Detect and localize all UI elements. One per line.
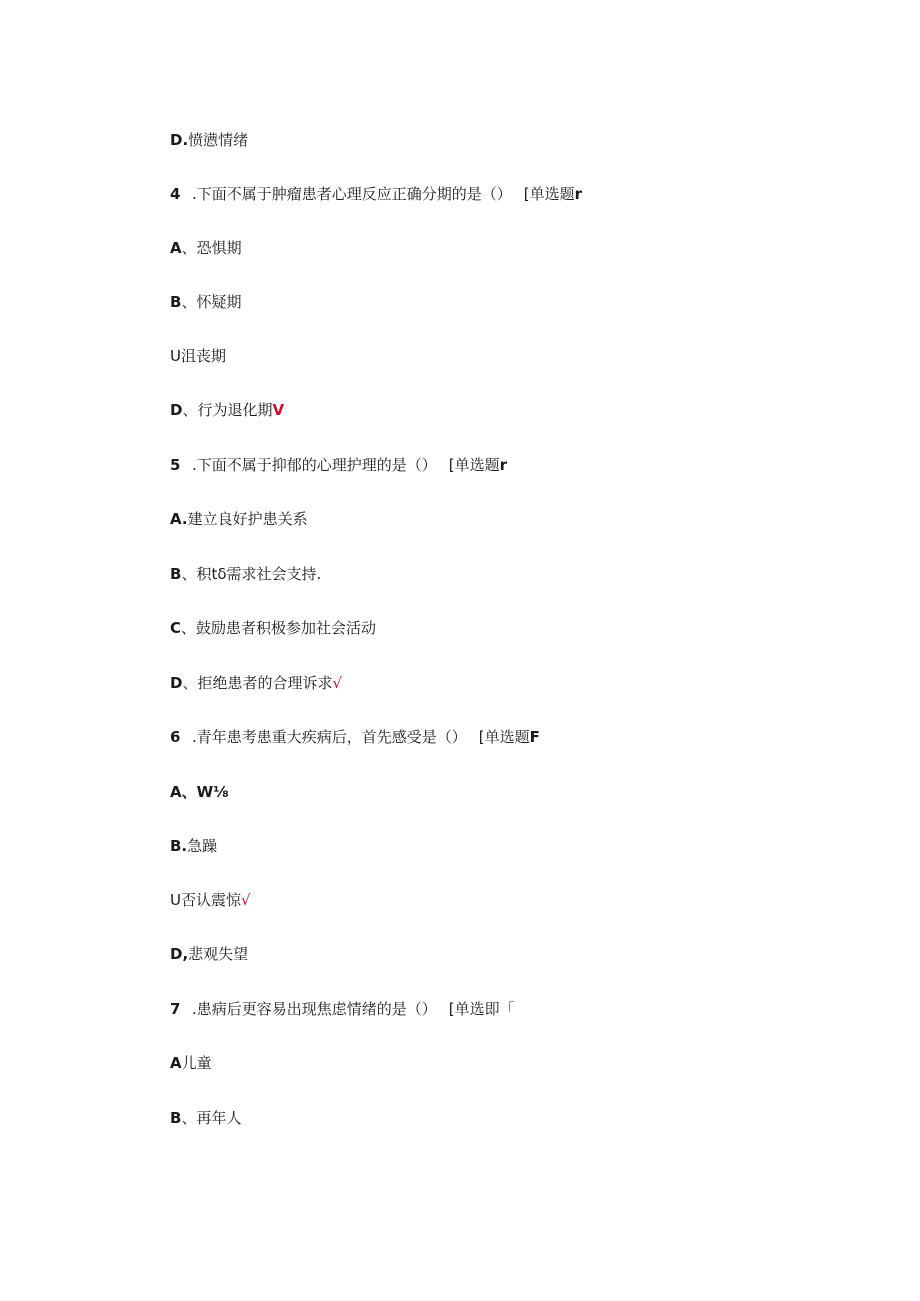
option-line <box>170 292 241 312</box>
question-type-tag <box>479 728 540 746</box>
option-letter: A <box>170 239 182 257</box>
option-line <box>170 1053 212 1073</box>
option-line <box>170 564 321 584</box>
question-line <box>170 184 582 204</box>
option-letter: A. <box>170 510 188 528</box>
option-line <box>170 346 226 366</box>
option-letter: B <box>170 565 182 583</box>
question-type-tag <box>524 185 582 203</box>
option-letter: B <box>170 293 182 311</box>
tag-end: r <box>574 185 583 203</box>
option-text: U沮丧期 <box>170 347 226 365</box>
tag-bracket: [ <box>478 728 485 746</box>
option-text: 愤懑情绪 <box>188 131 249 149</box>
question-type-tag <box>449 1000 515 1018</box>
option-line <box>170 890 251 910</box>
tag-bracket: [ <box>523 185 530 203</box>
question-text: .患病后更容易出现焦虑情绪的是（） <box>192 1000 437 1018</box>
option-text: 急躁 <box>187 837 218 855</box>
option-letter: D <box>170 674 183 692</box>
option-text: 悲观失望 <box>188 945 249 963</box>
option-text: 、积tδ需求社会支持. <box>181 565 322 583</box>
option-line <box>170 944 248 964</box>
correct-answer-mark: V <box>272 401 285 419</box>
question-type-tag <box>449 456 507 474</box>
option-letter: A <box>170 783 182 801</box>
tag-bracket: [ <box>448 1000 455 1018</box>
option-text: 、恐惧期 <box>181 239 242 257</box>
tag-end: F <box>529 728 540 746</box>
correct-answer-mark: √ <box>332 674 343 692</box>
question-text: .下面不属于抑郁的心理护理的是（） <box>192 456 437 474</box>
question-line <box>170 727 540 747</box>
option-line <box>170 400 284 420</box>
option-letter: D, <box>170 945 189 963</box>
question-line <box>170 999 515 1019</box>
option-line <box>170 509 308 529</box>
option-text: 、W⅛ <box>181 783 229 801</box>
question-number: 7 <box>170 1000 181 1018</box>
tag-text: 单选题 <box>454 456 500 474</box>
option-line <box>170 836 217 856</box>
correct-answer-mark: √ <box>240 891 251 909</box>
tag-text: 单选题 <box>529 185 575 203</box>
question-text: .青年患考患重大疾病后，首先感受是（） <box>192 728 467 746</box>
option-line <box>170 130 248 150</box>
option-line <box>170 618 376 638</box>
question-number: 4 <box>170 185 181 203</box>
option-text: 、拒绝患者的合理诉求 <box>182 674 333 692</box>
tag-text: 单选题 <box>484 728 530 746</box>
option-text: 、再年人 <box>181 1109 242 1127</box>
option-letter: C <box>170 619 182 637</box>
tag-end: r <box>499 456 508 474</box>
option-line <box>170 673 342 693</box>
tag-end: 「 <box>499 1000 515 1018</box>
tag-bracket: [ <box>448 456 455 474</box>
question-number: 6 <box>170 728 181 746</box>
question-number: 5 <box>170 456 181 474</box>
option-letter: A <box>170 1054 182 1072</box>
question-text: .下面不属于肿瘤患者心理反应正确分期的是（） <box>192 185 512 203</box>
option-text: U否认震惊 <box>170 891 241 909</box>
option-letter: D. <box>170 131 189 149</box>
option-line <box>170 1108 241 1128</box>
option-text: 建立良好护患关系 <box>187 510 308 528</box>
option-line <box>170 238 242 258</box>
option-text: 、怀疑期 <box>181 293 242 311</box>
question-line <box>170 455 507 475</box>
option-text: 、鼓励患者积极参加社会活动 <box>181 619 377 637</box>
tag-text: 单选即 <box>454 1000 500 1018</box>
option-letter: D <box>170 401 183 419</box>
option-letter: B <box>170 1109 182 1127</box>
option-letter: B. <box>170 837 188 855</box>
option-text: 儿童 <box>181 1054 212 1072</box>
option-text: 、行为退化期 <box>182 401 273 419</box>
option-line <box>170 782 229 802</box>
